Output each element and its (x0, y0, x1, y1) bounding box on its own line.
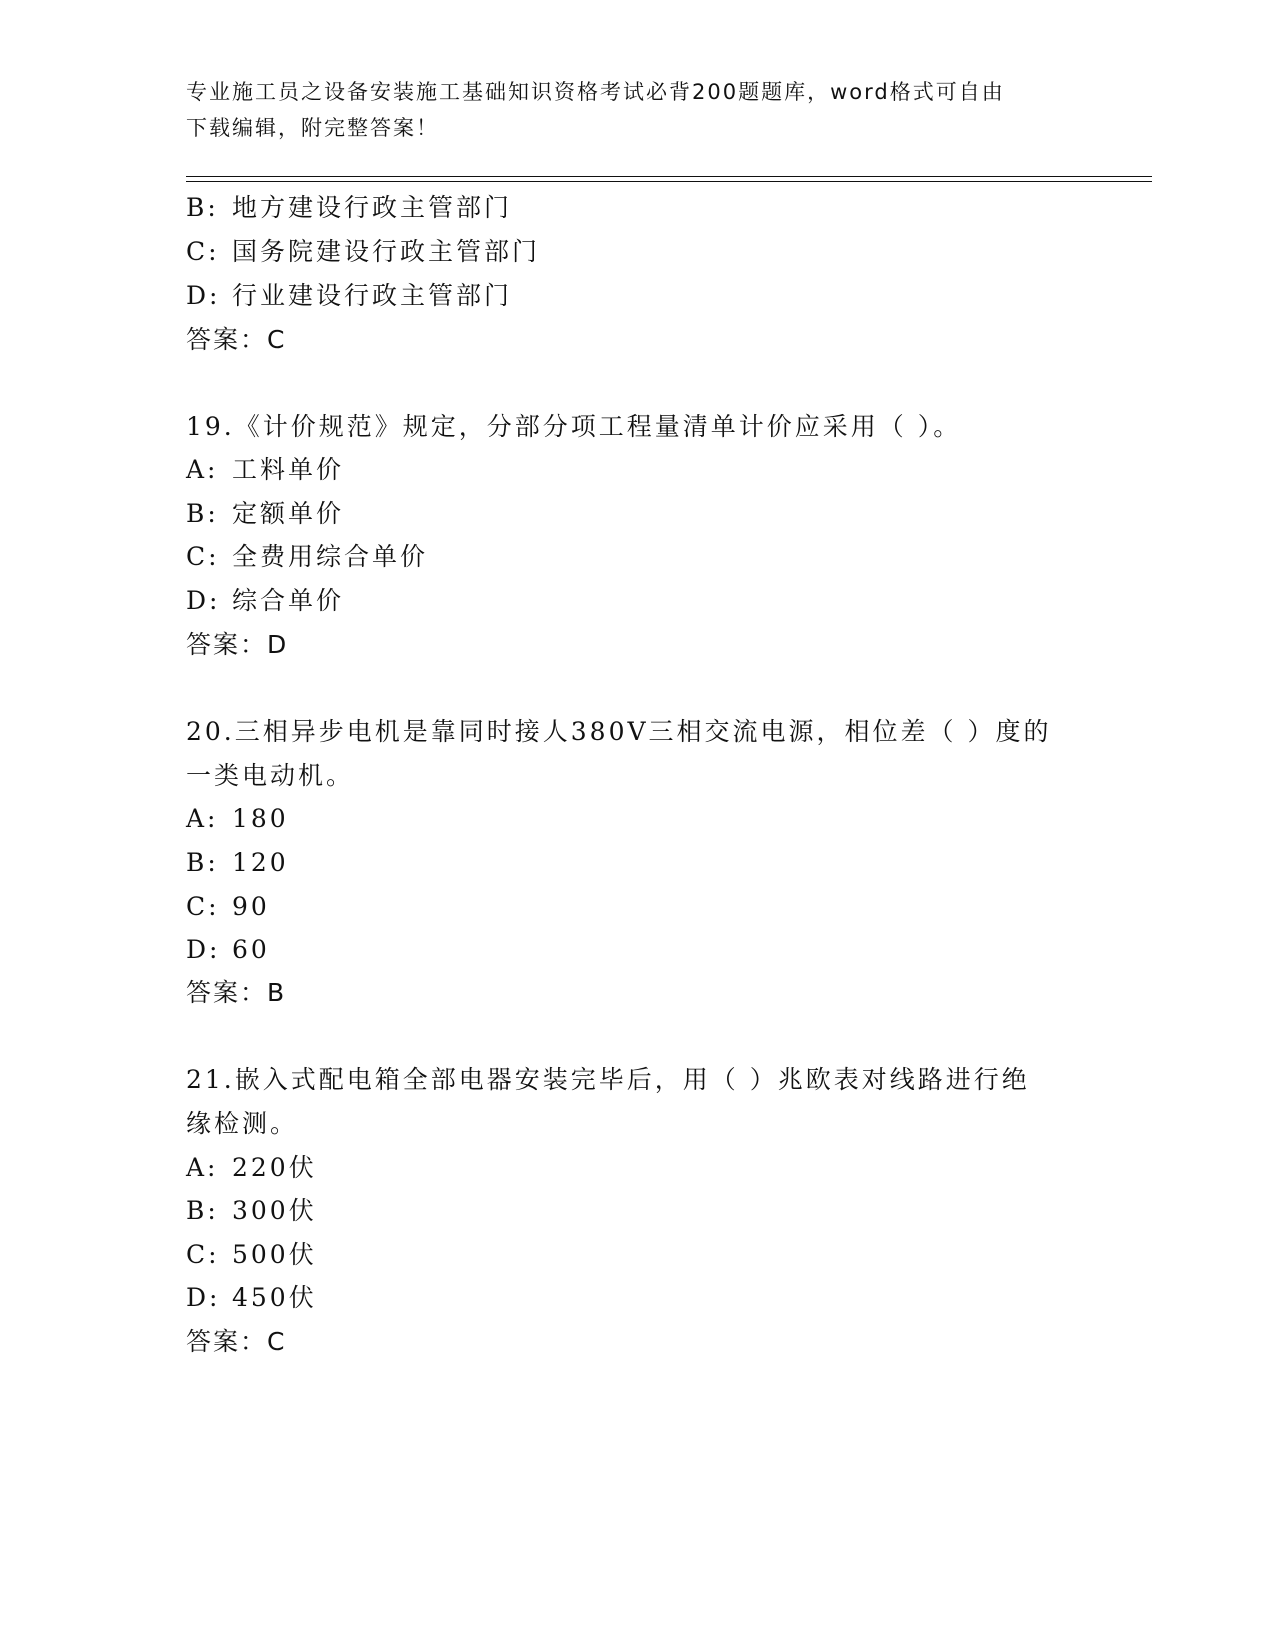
prev-option-d (186, 281, 512, 311)
option-text: 工料单价 (232, 455, 345, 484)
q21-stem-line-2: 缘检测。 (186, 1109, 299, 1138)
option-text: 国务院建设行政主管部门 (232, 237, 541, 266)
header-divider-bottom (186, 181, 1152, 182)
q21-answer: 答案：C (186, 1327, 287, 1356)
q20-stem-line-2: 一类电动机。 (186, 761, 355, 790)
q20-option-d (186, 935, 270, 965)
option-key: D: (186, 1283, 221, 1312)
q21-option-b (186, 1196, 317, 1226)
header-divider-top (186, 176, 1152, 177)
option-key: C: (186, 542, 220, 571)
option-text: 120 (232, 848, 289, 877)
option-key: B: (186, 848, 219, 877)
q21-stem-line-1: 21.嵌入式配电箱全部电器安装完毕后，用（ ）兆欧表对线路进行绝 (186, 1065, 1030, 1094)
q19-answer: 答案：D (186, 630, 289, 659)
document-header (186, 74, 1086, 146)
header-line-1: 专业施工员之设备安装施工基础知识资格考试必背200题题库，word格式可自由 (186, 80, 1005, 104)
q21-option-a (186, 1153, 317, 1183)
option-key: D: (186, 586, 221, 615)
q20-answer: 答案：B (186, 978, 287, 1007)
option-text: 60 (232, 935, 270, 964)
option-text: 全费用综合单价 (232, 542, 429, 571)
option-key: A: (186, 804, 219, 833)
prev-option-b (186, 193, 512, 223)
prev-option-c (186, 237, 540, 267)
option-key: C: (186, 892, 220, 921)
option-key: C: (186, 237, 220, 266)
q19-option-d (186, 586, 344, 616)
q21-option-c (186, 1240, 317, 1270)
option-key: A: (186, 1153, 219, 1182)
header-line-2: 下载编辑，附完整答案！ (186, 116, 439, 140)
option-key: D: (186, 281, 221, 310)
option-key: C: (186, 1240, 220, 1269)
q19-option-c (186, 542, 428, 572)
option-text: 地方建设行政主管部门 (232, 193, 513, 222)
option-text: 180 (232, 804, 289, 833)
option-text: 综合单价 (232, 586, 345, 615)
option-key: D: (186, 935, 221, 964)
option-key: B: (186, 1196, 219, 1225)
option-text: 90 (232, 892, 270, 921)
option-text: 500伏 (232, 1240, 317, 1269)
q20-option-b (186, 848, 289, 878)
option-text: 300伏 (232, 1196, 317, 1225)
q20-option-c (186, 892, 270, 922)
option-key: A: (186, 455, 219, 484)
option-text: 定额单价 (232, 499, 345, 528)
q19-option-b (186, 499, 344, 529)
option-text: 行业建设行政主管部门 (232, 281, 513, 310)
option-text: 220伏 (232, 1153, 317, 1182)
option-text: 450伏 (232, 1283, 317, 1312)
q20-stem-line-1: 20.三相异步电机是靠同时接人380V三相交流电源，相位差（ ）度的 (186, 717, 1052, 746)
option-key: B: (186, 499, 219, 528)
q20-option-a (186, 804, 289, 834)
option-key: B: (186, 193, 219, 222)
q21-option-d (186, 1283, 317, 1313)
q19-stem-line-1: 19.《计价规范》规定，分部分项工程量清单计价应采用（ ）。 (186, 412, 962, 441)
q19-option-a (186, 455, 344, 485)
prev-answer: 答案：C (186, 325, 287, 354)
